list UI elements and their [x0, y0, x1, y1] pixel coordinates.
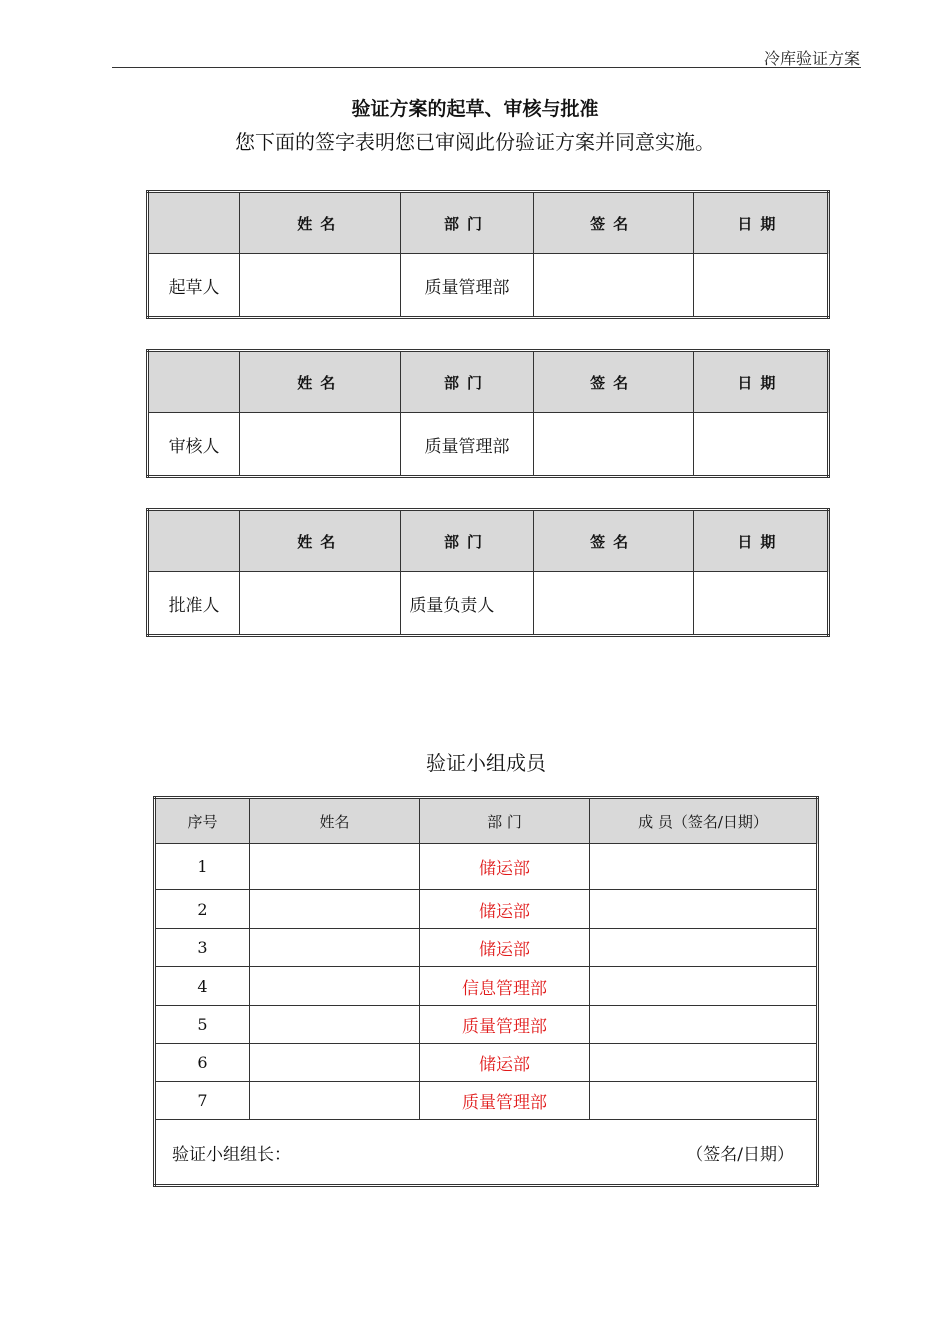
- role-cell: 批准人: [148, 572, 240, 636]
- table-header-row: [148, 510, 829, 572]
- member-signature-field[interactable]: [590, 1006, 818, 1044]
- department-cell: 信息管理部: [420, 967, 590, 1006]
- signature-field[interactable]: [533, 254, 693, 318]
- header-cell-department: 部门: [401, 192, 533, 254]
- header-cell-name: 姓名: [240, 351, 401, 413]
- header-rule: [112, 67, 861, 68]
- drafter-signature-table: [146, 190, 830, 319]
- member-signature-field[interactable]: [590, 1082, 818, 1120]
- date-field[interactable]: [693, 413, 828, 477]
- member-signature-field[interactable]: [590, 844, 818, 890]
- department-cell: 储运部: [420, 890, 590, 929]
- signature-field[interactable]: [533, 572, 693, 636]
- table-row: [155, 1006, 818, 1044]
- role-cell: 起草人: [148, 254, 240, 318]
- name-field[interactable]: [250, 1044, 420, 1082]
- department-cell: 质量管理部: [401, 254, 533, 318]
- group-title: 验证小组成员: [426, 751, 546, 775]
- name-field[interactable]: [250, 1006, 420, 1044]
- name-field[interactable]: [240, 254, 401, 318]
- page-subtitle: 您下面的签字表明您已审阅此份验证方案并同意实施。: [235, 130, 715, 154]
- approver-signature-table: [146, 508, 830, 637]
- name-field[interactable]: [250, 890, 420, 929]
- date-field[interactable]: [693, 254, 828, 318]
- table-row: [148, 254, 829, 318]
- header-cell-date: 日期: [693, 192, 828, 254]
- table-row: [155, 929, 818, 967]
- header-doc-name: 冷库验证方案: [763, 49, 860, 68]
- member-signature-field[interactable]: [590, 929, 818, 967]
- table-row: [155, 844, 818, 890]
- name-field[interactable]: [240, 413, 401, 477]
- header-cell-number: 序号: [155, 798, 250, 844]
- header-cell-member-signature: 成 员（签名/日期）: [590, 798, 818, 844]
- group-leader-label: 验证小组组长：: [172, 1144, 291, 1165]
- row-number: 3: [155, 929, 250, 967]
- table-row: [155, 1044, 818, 1082]
- group-leader-field[interactable]: [155, 1120, 818, 1186]
- table-row: [148, 413, 829, 477]
- name-field[interactable]: [250, 967, 420, 1006]
- group-leader-row: [155, 1120, 818, 1186]
- header-cell-blank: [148, 192, 240, 254]
- department-cell: 储运部: [420, 1044, 590, 1082]
- page-title: 验证方案的起草、审核与批准: [351, 98, 599, 120]
- header-cell-signature: 签名: [533, 351, 693, 413]
- row-number: 6: [155, 1044, 250, 1082]
- department-cell: 质量管理部: [420, 1006, 590, 1044]
- header-cell-name: 姓名: [250, 798, 420, 844]
- row-number: 5: [155, 1006, 250, 1044]
- member-signature-field[interactable]: [590, 1044, 818, 1082]
- member-signature-field[interactable]: [590, 967, 818, 1006]
- header-cell-name: 姓名: [240, 510, 401, 572]
- department-cell: 储运部: [420, 844, 590, 890]
- name-field[interactable]: [250, 929, 420, 967]
- row-number: 7: [155, 1082, 250, 1120]
- name-field[interactable]: [250, 844, 420, 890]
- table-row: [155, 967, 818, 1006]
- table-header-row: [155, 798, 818, 844]
- table-row: [155, 890, 818, 929]
- name-field[interactable]: [240, 572, 401, 636]
- header-cell-department: 部门: [401, 510, 533, 572]
- header-cell-blank: [148, 510, 240, 572]
- header-cell-signature: 签名: [533, 192, 693, 254]
- header-cell-signature: 签名: [533, 510, 693, 572]
- row-number: 1: [155, 844, 250, 890]
- name-field[interactable]: [250, 1082, 420, 1120]
- table-row: [155, 1082, 818, 1120]
- table-header-row: [148, 351, 829, 413]
- group-leader-sign-hint: （签名/日期）: [686, 1144, 794, 1165]
- header-cell-department: 部门: [401, 351, 533, 413]
- row-number: 2: [155, 890, 250, 929]
- department-cell: 质量负责人: [401, 572, 533, 636]
- member-signature-field[interactable]: [590, 890, 818, 929]
- role-cell: 审核人: [148, 413, 240, 477]
- header-cell-name: 姓名: [240, 192, 401, 254]
- header-cell-blank: [148, 351, 240, 413]
- department-cell: 质量管理部: [401, 413, 533, 477]
- table-row: [148, 572, 829, 636]
- row-number: 4: [155, 967, 250, 1006]
- date-field[interactable]: [693, 572, 828, 636]
- table-header-row: [148, 192, 829, 254]
- header-cell-date: 日期: [693, 351, 828, 413]
- department-cell: 质量管理部: [420, 1082, 590, 1120]
- department-cell: 储运部: [420, 929, 590, 967]
- signature-field[interactable]: [533, 413, 693, 477]
- header-cell-department: 部 门: [420, 798, 590, 844]
- group-members-table: [153, 796, 819, 1187]
- header-cell-date: 日期: [693, 510, 828, 572]
- reviewer-signature-table: [146, 349, 830, 478]
